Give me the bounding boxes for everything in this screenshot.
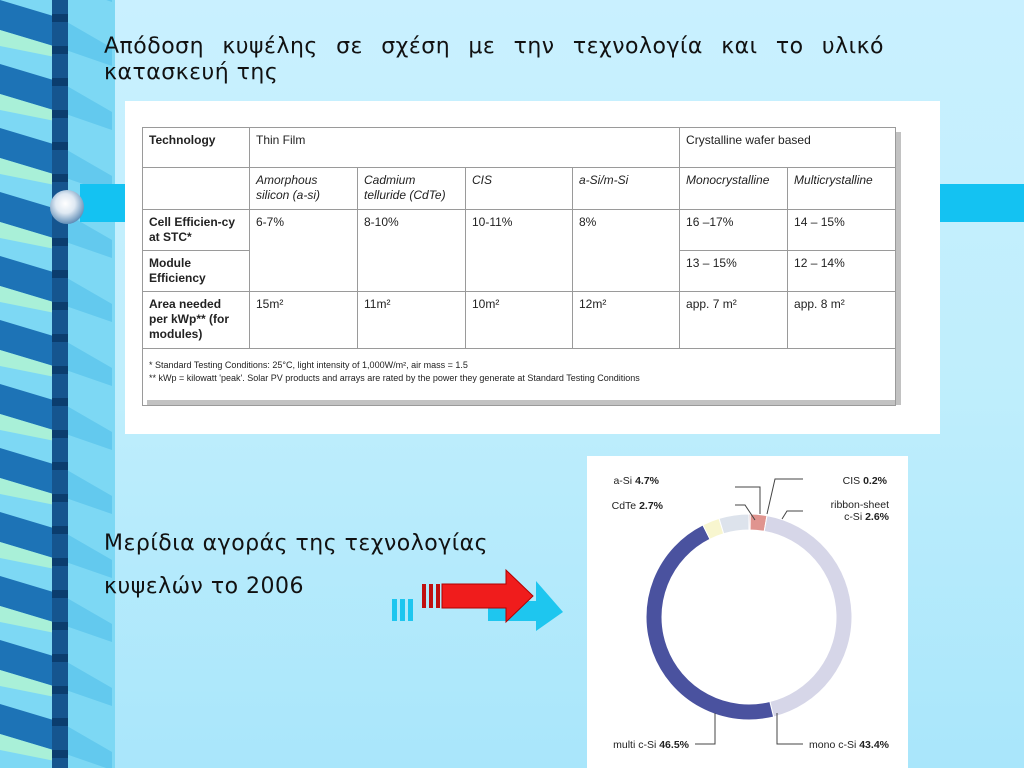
arrow-stripe	[429, 584, 433, 608]
arrow-stripe	[400, 599, 405, 621]
ribbon-notch	[52, 366, 68, 374]
cell-value: app. 8 m²	[788, 292, 896, 349]
ribbon-notch	[52, 78, 68, 86]
label-value: 4.7%	[635, 475, 659, 487]
table-footnotes	[143, 349, 896, 406]
type-cis: CIS	[466, 168, 573, 210]
label-text: a-Si	[613, 475, 636, 487]
cell-value: 11m²	[358, 292, 466, 349]
cell-value: 14 – 15%	[788, 210, 896, 251]
ribbon-notch	[52, 462, 68, 470]
type-cadmium: Cadmium telluride (CdTe)	[358, 168, 466, 210]
label-cdte	[612, 500, 664, 512]
label-text: ribbon-sheet	[830, 499, 889, 511]
label-text: CdTe	[611, 500, 640, 512]
cell-value: 13 – 15%	[680, 251, 788, 292]
table-row	[143, 210, 896, 251]
table-row	[143, 292, 896, 349]
type-amorphous: Amorphous silicon (a-si)	[250, 168, 358, 210]
arrow-right-icon	[388, 567, 563, 631]
ribbon-notch	[52, 430, 68, 438]
market-share-caption: Μερίδια αγοράς της τεχνολογίας κυψελών το 2006	[104, 531, 489, 599]
label-multi-c-si	[613, 739, 690, 751]
market-share-donut-chart	[587, 456, 908, 768]
label-value: 43.4%	[859, 739, 889, 751]
label-a-si	[613, 475, 659, 487]
table-row	[143, 128, 896, 168]
slide-title: Απόδοση κυψέλης σε σχέση με την τεχνολογία και το υλικό κατασκευή της	[104, 34, 884, 85]
arrow-stripe	[408, 599, 413, 621]
arrow-stripe	[436, 584, 440, 608]
ribbon-notch	[52, 302, 68, 310]
decorative-orb	[50, 190, 84, 224]
arrow-stripe	[422, 584, 426, 608]
ribbon-notch	[52, 750, 68, 758]
cell-value: 12m²	[573, 292, 680, 349]
table-frame	[142, 127, 896, 400]
footnote-stc: * Standard Testing Conditions: 25°C, light intensity of 1,000W/m², air mass = 1.5	[149, 360, 468, 370]
arrow-stripe	[392, 599, 397, 621]
ribbon-notch	[52, 238, 68, 246]
chart-slices	[646, 514, 852, 720]
leader-line	[782, 511, 803, 519]
ribbon-notch	[52, 14, 68, 22]
leader-line	[695, 713, 715, 744]
row-label-module-efficiency: Module Efficiency	[143, 251, 250, 292]
ribbon-notch	[52, 622, 68, 630]
label-text: multi c-Si	[613, 739, 660, 751]
cell-value: 15m²	[250, 292, 358, 349]
leader-line	[735, 487, 760, 514]
label-value: 46.5%	[659, 739, 689, 751]
slice-mono-c-si	[764, 516, 852, 717]
decorative-ribbon	[0, 0, 115, 768]
cell-value: 8%	[573, 210, 680, 292]
label-value: 2.7%	[639, 500, 663, 512]
label-text: CIS	[842, 475, 864, 487]
ribbon-notch	[52, 46, 68, 54]
ribbon-notch	[52, 270, 68, 278]
leader-line	[777, 713, 803, 744]
ribbon-notch	[52, 558, 68, 566]
ribbon-notch	[52, 110, 68, 118]
slice-a-si	[719, 514, 749, 534]
label-text: mono c-Si	[809, 739, 860, 751]
empty-cell	[143, 168, 250, 210]
ribbon-notch	[52, 718, 68, 726]
cell-value: 8-10%	[358, 210, 466, 292]
ribbon-notch	[52, 494, 68, 502]
ribbon-notch	[52, 526, 68, 534]
label-text: c-Si	[844, 511, 866, 523]
cell-value: 16 –17%	[680, 210, 788, 251]
label-value: 2.6%	[865, 511, 889, 523]
cell-value: 6-7%	[250, 210, 358, 292]
table-row	[143, 168, 896, 210]
ribbon-notch	[52, 174, 68, 182]
ribbon-notch	[52, 334, 68, 342]
ribbon-notch	[52, 590, 68, 598]
table-row	[143, 349, 896, 406]
cell-value: 10m²	[466, 292, 573, 349]
ribbon-notch	[52, 142, 68, 150]
leader-line	[767, 479, 803, 514]
type-asi-msi: a-Si/m-Si	[573, 168, 680, 210]
market-share-chart-card	[587, 456, 908, 768]
footnote-kwp: ** kWp = kilowatt 'peak'. Solar PV products and arrays are rated by the power they generate at Standard Testing Conditions	[149, 373, 640, 383]
cell-value: 12 – 14%	[788, 251, 896, 292]
ribbon-notch	[52, 398, 68, 406]
header-thin-film: Thin Film	[250, 128, 680, 168]
cell-value: app. 7 m²	[680, 292, 788, 349]
row-label-cell-efficiency: Cell Efficien-cy at STC*	[143, 210, 250, 251]
efficiency-table-card	[125, 101, 940, 434]
header-technology: Technology	[143, 128, 250, 168]
label-ribbon-sheet-c-si	[831, 499, 890, 523]
label-cis	[843, 475, 888, 487]
header-crystalline: Crystalline wafer based	[680, 128, 896, 168]
row-label-area: Area needed per kWp** (for modules)	[143, 292, 250, 349]
type-monocrystalline: Monocrystalline	[680, 168, 788, 210]
ribbon-notch	[52, 654, 68, 662]
ribbon-notch	[52, 686, 68, 694]
slice-multi-c-si	[646, 525, 774, 720]
type-multicrystalline: Multicrystalline	[788, 168, 896, 210]
label-value: 0.2%	[863, 475, 887, 487]
efficiency-table	[142, 127, 896, 406]
label-mono-c-si	[809, 739, 890, 751]
cell-value: 10-11%	[466, 210, 573, 292]
